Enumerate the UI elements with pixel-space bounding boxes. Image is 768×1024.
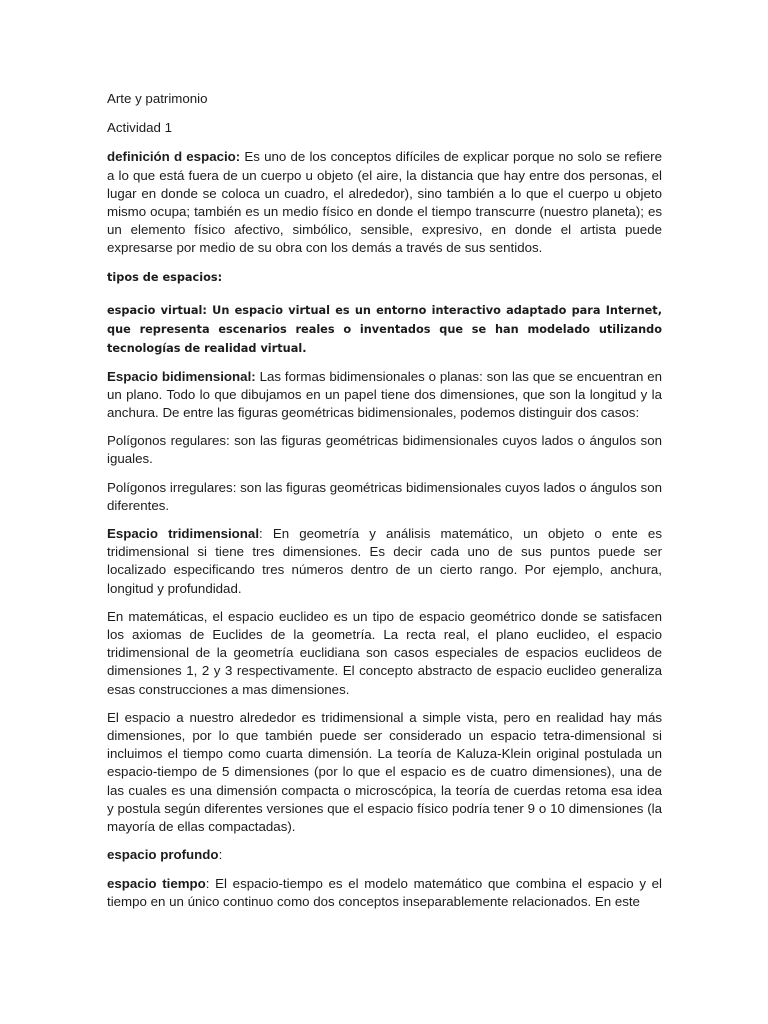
paragraph-poligonos-irregulares: Polígonos irregulares: son las figuras geométricas bidimensionales cuyos lados o ángulos son diferentes. — [107, 479, 662, 513]
term-label: definición d espacio: — [107, 149, 241, 165]
term-label: Espacio bidimensional: — [107, 368, 256, 384]
section-heading-tipos: tipos de espacios: — [107, 270, 223, 284]
paragraph-text: Las formas bidimensionales o planas: son las que se encuentran en un plano. Todo lo que dibujamos en un papel tiene dos dimensiones, que son la longitud y la anchura. De entre las figuras geométricas bidimensionales, podemos distinguir dos casos: — [107, 368, 663, 421]
term-label: espacio tiempo — [107, 875, 206, 891]
paragraph-definicion — [107, 148, 662, 257]
paragraph-tridimensional — [107, 525, 662, 598]
paragraph-profundo — [107, 846, 662, 864]
paragraph-espacio-tiempo — [107, 875, 662, 911]
paragraph-text: : El espacio-tiempo es el modelo matemático que combina el espacio y el tiempo en un único continuo como dos conceptos inseparablemente relacionados. En este — [107, 875, 662, 909]
paragraph-euclideo: En matemáticas, el espacio euclideo es un tipo de espacio geométrico donde se satisfacen los axiomas de Euclides de la geometría. La recta real, el plano euclideo, el espacio tridimensional de la geometría euclidiana son casos especiales de espacios euclideos de dimensiones 1, 2 y 3 respectivamente. El concepto abstracto de espacio euclideo generaliza esas construcciones a mas dimensiones. — [107, 608, 662, 697]
paragraph-poligonos-regulares: Polígonos regulares: son las figuras geométricas bidimensionales cuyos lados o ángulos son iguales. — [107, 433, 662, 467]
paragraph-virtual — [107, 301, 662, 358]
term-label: espacio profundo — [107, 847, 219, 863]
paragraph-text: Es uno de los conceptos difíciles de explicar porque no solo se refiere a lo que está fuera de un cuerpo u objeto (el aire, la distancia que hay entre dos personas, el lugar en donde se coloca un cuadro, el alrededor), sino también a lo que el cuerpo u objeto mismo ocupa; también es un medio físico en donde el tiempo transcurre (nuestro planeta); es un elemento físico afectivo, simbólico, sensible, expresivo, en donde el artista puede expresarse por medio de su obra con los demás a través de sus sentidos. — [107, 149, 662, 256]
paragraph-alrededor: El espacio a nuestro alrededor es tridimensional a simple vista, pero en realidad hay más dimensiones, por lo que también puede ser considerado un espacio tetra-dimensional si incluimos el tiempo como cuarta dimensión. La teoría de Kaluza-Klein original postulada un espacio-tiempo de 5 dimensiones (por lo que el espacio es de cuatro dimensiones), una de las cuales es una dimensión compacta o microscópica, la teoría de cuerdas retoma esa idea y postula según diferentes versiones que el espacio físico podría tener 9 o 10 dimensiones (la mayoría de ellas compactadas). — [107, 709, 662, 835]
paragraph-text: : — [218, 847, 223, 863]
term-label: espacio virtual: — [107, 303, 207, 317]
document-title: Arte y patrimonio — [107, 91, 208, 106]
paragraph-bidimensional — [107, 368, 662, 423]
paragraph-text: : En geometría y análisis matemático, un objeto o ente es tridimensional si tiene tres dimensiones. Es decir cada uno de sus puntos puede ser localizado especificando tres números dentro de un cierto rango. Por ejemplo, anchura, longitud y profundidad. — [107, 526, 662, 596]
document-subtitle: Actividad 1 — [107, 120, 173, 136]
document-page — [107, 90, 662, 921]
paragraph-text: Un espacio virtual es un entorno interactivo adaptado para Internet, que representa escenarios reales o inventados que se han modelado utilizando tecnologías de realidad virtual. — [107, 303, 662, 355]
term-label: Espacio tridimensional — [107, 526, 260, 542]
